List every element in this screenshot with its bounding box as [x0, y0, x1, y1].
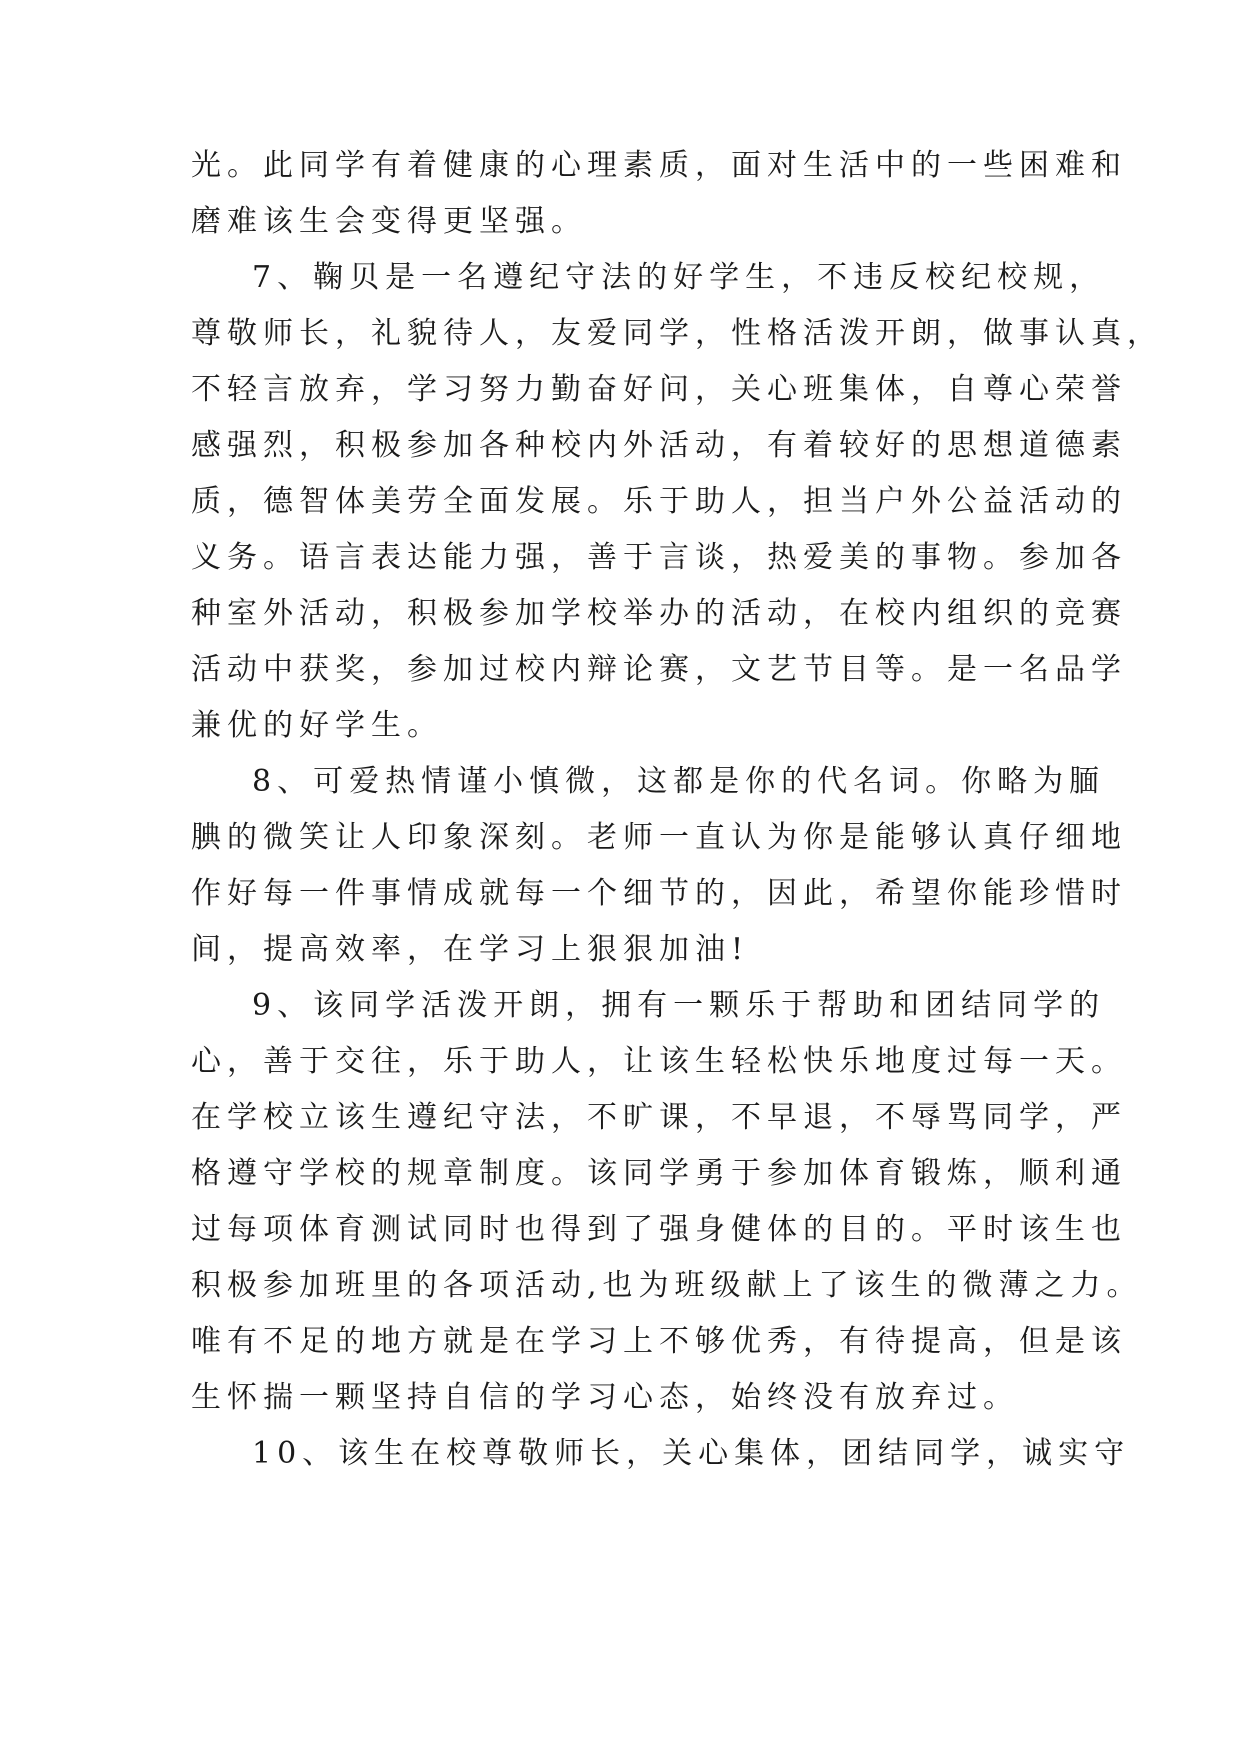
text-line: 腆的微笑让人印象深刻。老师一直认为你是能够认真仔细地: [191, 820, 1127, 855]
text-line: 间，提高效率，在学习上狠狠加油!: [191, 932, 750, 967]
text-line: 生怀揣一颗坚持自信的学习心态，始终没有放弃过。: [191, 1380, 1019, 1415]
text-line: 唯有不足的地方就是在学习上不够优秀，有待提高，但是该: [191, 1324, 1127, 1359]
text-line: 活动中获奖，参加过校内辩论赛，文艺节目等。是一名品学: [191, 652, 1127, 687]
text-line: 义务。语言表达能力强，善于言谈，热爱美的事物。参加各: [191, 540, 1127, 575]
text-line: 感强烈，积极参加各种校内外活动，有着较好的思想道德素: [191, 428, 1127, 463]
text-line: 磨难该生会变得更坚强。: [191, 204, 587, 239]
text-line: 格遵守学校的规章制度。该同学勇于参加体育锻炼，顺利通: [191, 1156, 1127, 1191]
text-line: 作好每一件事情成就每一个细节的，因此，希望你能珍惜时: [191, 876, 1127, 911]
text-line: 不轻言放弃，学习努力勤奋好问，关心班集体，自尊心荣誉: [191, 372, 1127, 407]
text-line: 尊敬师长，礼貌待人，友爱同学，性格活泼开朗，做事认真，: [191, 316, 1163, 351]
paragraph-10-start: 10、该生在校尊敬师长，关心集体，团结同学，诚实守: [252, 1436, 1131, 1471]
text-line: 种室外活动，积极参加学校举办的活动，在校内组织的竞赛: [191, 596, 1127, 631]
paragraph-7-start: 7、鞠贝是一名遵纪守法的好学生，不违反校纪校规，: [252, 260, 1106, 295]
text-line: 积极参加班里的各项活动,也为班级献上了该生的微薄之力。: [191, 1268, 1143, 1303]
text-line: 在学校立该生遵纪守法，不旷课，不早退，不辱骂同学，严: [191, 1100, 1127, 1135]
text-line: 光。此同学有着健康的心理素质，面对生活中的一些困难和: [191, 148, 1127, 183]
paragraph-8-start: 8、可爱热情谨小慎微，这都是你的代名词。你略为腼: [252, 764, 1106, 799]
text-line: 心，善于交往，乐于助人，让该生轻松快乐地度过每一天。: [191, 1044, 1127, 1079]
text-line: 过每项体育测试同时也得到了强身健体的目的。平时该生也: [191, 1212, 1127, 1247]
text-line: 兼优的好学生。: [191, 708, 443, 743]
paragraph-9-start: 9、该同学活泼开朗，拥有一颗乐于帮助和团结同学的: [252, 988, 1106, 1023]
text-line: 质，德智体美劳全面发展。乐于助人，担当户外公益活动的: [191, 484, 1127, 519]
